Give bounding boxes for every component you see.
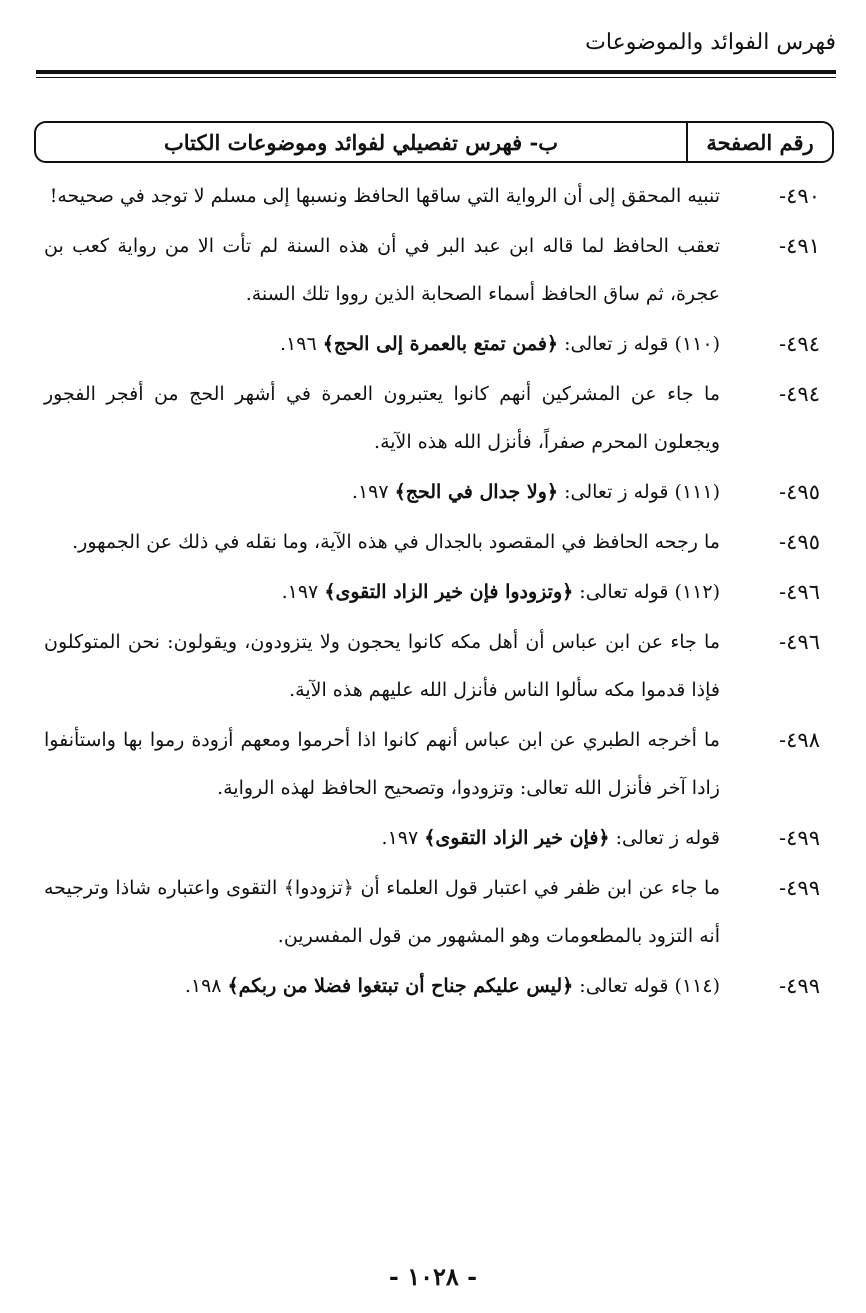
entry-page-number: ٤٩٦- [779, 580, 820, 604]
index-entry [44, 518, 830, 566]
entry-description: قوله ز تعالى: [609, 827, 720, 849]
entry-description: تنبيه المحقق إلى أن الرواية التي ساقها الحافظ ونسبها إلى مسلم لا توجد في صحيحه! [49, 185, 720, 207]
running-head: فهرس الفوائد والموضوعات [585, 30, 836, 55]
entry-description: (١١٠) قوله ز تعالى: [558, 333, 720, 355]
index-entry [44, 222, 830, 318]
index-entry [44, 618, 830, 714]
entry-page-number: ٤٩٨- [779, 728, 820, 752]
entry-text [44, 962, 720, 1010]
entry-description: ما أخرجه الطبري عن ابن عباس أنهم كانوا اذا أحرموا ومعهم أزودة رموا بها واستأنفوا زادا آخر فأنزل الله تعالى: وتزودوا، وتصحيح الحافظ لهذه الرواية. [44, 729, 720, 799]
header-rule-thin [36, 77, 836, 78]
index-entry [44, 320, 830, 368]
index-entry [44, 568, 830, 616]
entry-description: (١١٢) قوله تعالى: [573, 581, 720, 603]
entry-description: (١١١) قوله ز تعالى: [558, 481, 720, 503]
entry-text [44, 518, 720, 566]
verse-number: ١٩٦. [280, 333, 323, 355]
quran-verse: ﴿ليس عليكم جناح أن تبتغوا فضلا من ربكم﴾ [227, 975, 574, 997]
entry-page-number: ٤٩٩- [779, 876, 820, 900]
entry-description: ما جاء عن ابن ظفر في اعتبار قول العلماء أن ﴿تزودوا﴾ التقوى واعتباره شاذا وترجيحه أنه التزود بالمطعومات وهو المشهور من قول المفسرين. [44, 877, 720, 947]
index-table-header [34, 121, 834, 163]
entry-text [44, 814, 720, 862]
entry-description: (١١٤) قوله تعالى: [573, 975, 720, 997]
entry-text [44, 864, 720, 960]
entry-text [44, 320, 720, 368]
entry-text [44, 468, 720, 516]
entry-text [44, 716, 720, 812]
verse-number: ١٩٨. [184, 975, 228, 997]
index-title-column-header: ب- فهرس تفصيلي لفوائد وموضوعات الكتاب [164, 129, 558, 155]
quran-verse: ﴿فمن تمتع بالعمرة إلى الحج﴾ [322, 333, 559, 355]
entry-page-number: ٤٩٥- [779, 480, 820, 504]
header-rule [36, 70, 836, 74]
index-entry [44, 370, 830, 466]
entry-page-number: ٤٩١- [779, 234, 820, 258]
entry-description: ما رجحه الحافظ في المقصود بالجدال في هذه الآية، وما نقله في ذلك عن الجمهور. [72, 531, 720, 553]
entry-page-number: ٤٩٠- [779, 184, 820, 208]
index-entry [44, 962, 830, 1010]
entry-text [44, 222, 720, 318]
index-entry [44, 172, 830, 220]
entry-text [44, 370, 720, 466]
entry-page-number: ٤٩٩- [779, 826, 820, 850]
quran-verse: ﴿ولا جدال في الحج﴾ [394, 481, 559, 503]
entry-description: ما جاء عن ابن عباس أن أهل مكه كانوا يحجون ولا يتزودون، ويقولون: نحن المتوكلون فإذا قدموا مكه سألوا الناس فأنزل الله عليهم هذه الآية. [44, 631, 720, 701]
verse-number: ١٩٧. [381, 827, 425, 849]
verse-number: ١٩٧. [351, 481, 395, 503]
index-entry [44, 814, 830, 862]
entry-page-number: ٤٩٩- [779, 974, 820, 998]
entry-text [44, 172, 720, 220]
entry-text [44, 568, 720, 616]
page-number: - ١٠٢٨ - [388, 1262, 478, 1291]
index-entry [44, 716, 830, 812]
entry-page-number: ٤٩٦- [779, 630, 820, 654]
quran-verse: ﴿فإن خير الزاد التقوى﴾ [424, 827, 610, 849]
verse-number: ١٩٧. [281, 581, 325, 603]
entry-page-number: ٤٩٤- [779, 332, 820, 356]
page-number-column-header: رقم الصفحة [686, 123, 832, 161]
entry-description: ما جاء عن المشركين أنهم كانوا يعتبرون العمرة في أشهر الحج من أفجر الفجور ويجعلون المحرم صفراً، فأنزل الله هذه الآية. [44, 383, 720, 453]
index-entries [44, 172, 830, 1012]
quran-verse: ﴿وتزودوا فإن خير الزاد التقوى﴾ [324, 581, 574, 603]
entry-description: تعقب الحافظ لما قاله ابن عبد البر في أن هذه السنة لم تأت الا من رواية كعب بن عجرة، ثم ساق الحافظ أسماء الصحابة الذين رووا تلك السنة. [44, 235, 720, 305]
index-entry [44, 864, 830, 960]
entry-page-number: ٤٩٤- [779, 382, 820, 406]
entry-text [44, 618, 720, 714]
entry-page-number: ٤٩٥- [779, 530, 820, 554]
index-entry [44, 468, 830, 516]
